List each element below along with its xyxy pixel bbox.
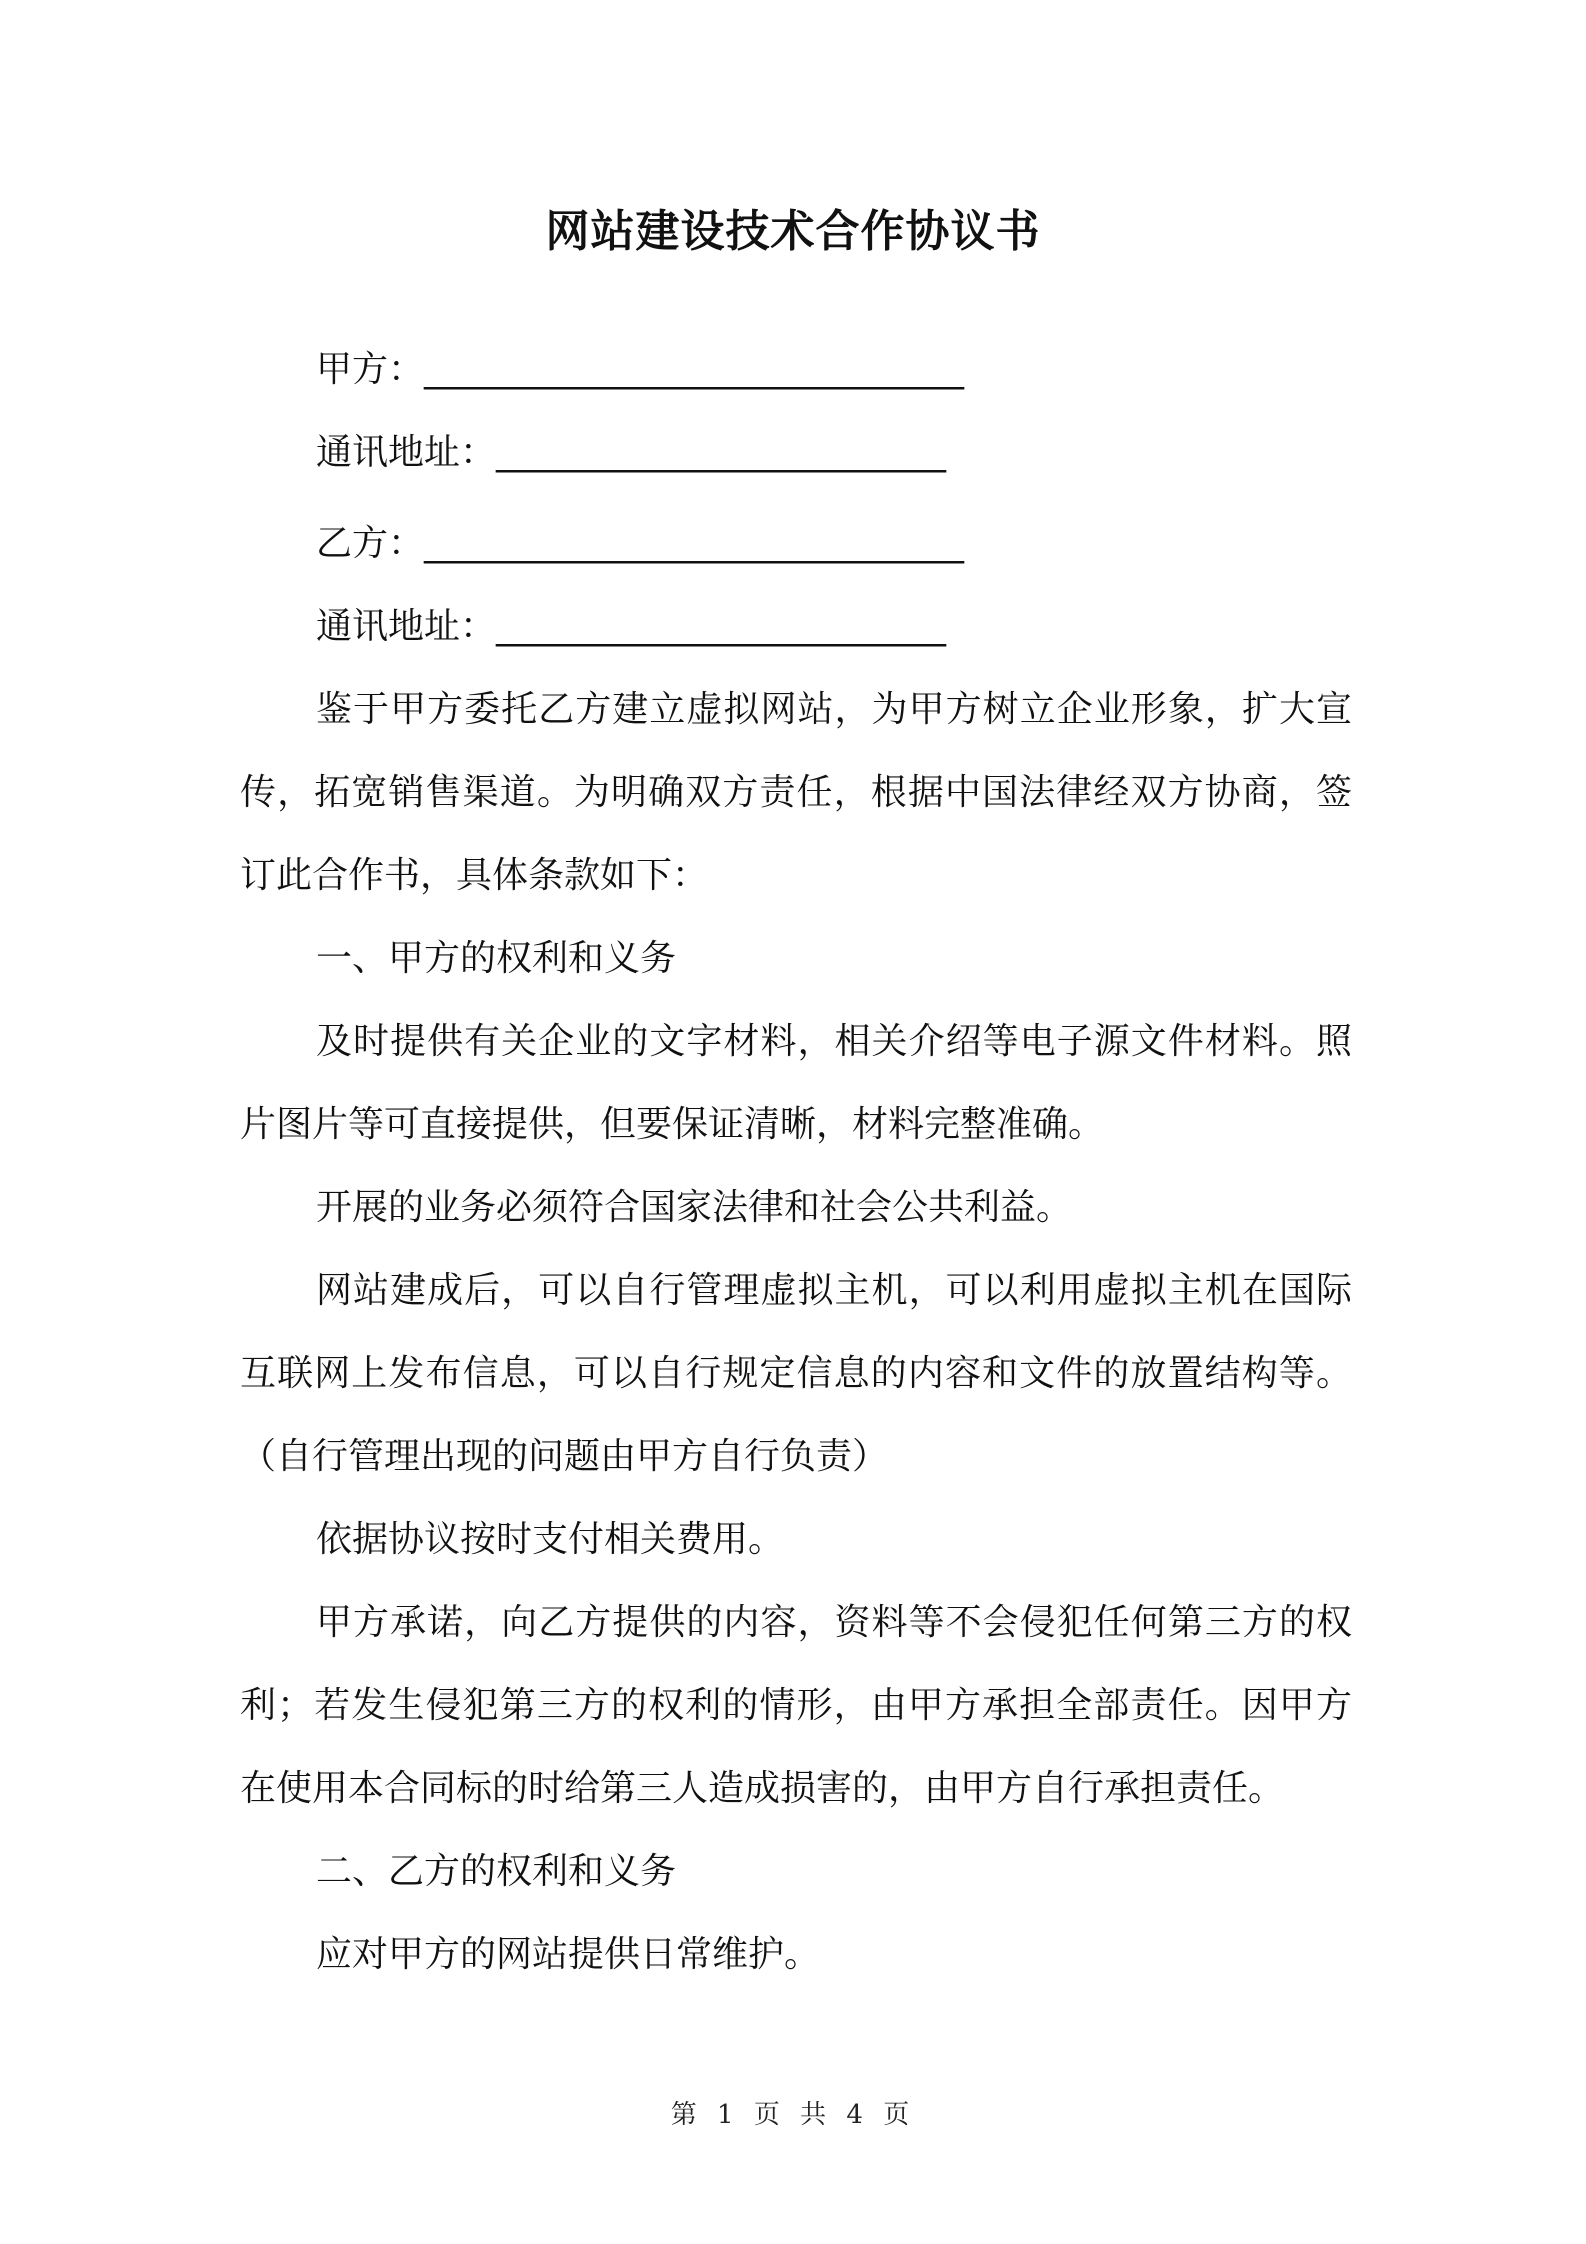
document-title: 网站建设技术合作协议书	[545, 206, 1041, 257]
paragraph-line: 利；若发生侵犯第三方的权利的情形，由甲方承担全部责任。因甲方	[240, 1685, 1352, 1726]
clause-paragraph	[240, 1166, 1352, 1249]
party-b-address-label: 通讯地址：	[316, 606, 497, 647]
paragraph-line: 甲方承诺，向乙方提供的内容，资料等不会侵犯任何第三方的权	[316, 1602, 1352, 1643]
paragraph-line: 网站建成后，可以自行管理虚拟主机，可以利用虚拟主机在国际	[316, 1270, 1352, 1311]
clause-paragraph	[240, 1000, 1352, 1166]
party-b-label: 乙方：	[316, 523, 425, 564]
page-number-footer: 第 1 页 共 4 页	[670, 2100, 916, 2130]
section-heading: 一、甲方的权利和义务	[316, 938, 677, 979]
preamble-paragraph	[240, 668, 1352, 917]
paragraph-line: 订此合作书，具体条款如下：	[240, 855, 709, 896]
paragraph-line: 开展的业务必须符合国家法律和社会公共利益。	[316, 1187, 1073, 1228]
clause-paragraph	[240, 1581, 1352, 1830]
party-b-field	[240, 502, 1352, 585]
clause-paragraph	[240, 1913, 1352, 1996]
clause-paragraph	[240, 1249, 1352, 1498]
party-a-blank: ______________________________	[424, 349, 965, 390]
paragraph-line: 依据协议按时支付相关费用。	[316, 1519, 785, 1560]
paragraph-line: 互联网上发布信息，可以自行规定信息的内容和文件的放置结构等。	[240, 1353, 1352, 1394]
paragraph-line: 应对甲方的网站提供日常维护。	[316, 1934, 821, 1975]
section-heading-party-a	[240, 917, 1352, 1000]
paragraph-line: 在使用本合同标的时给第三人造成损害的，由甲方自行承担责任。	[240, 1768, 1285, 1809]
section-heading-party-b	[240, 1830, 1352, 1913]
party-b-blank: ______________________________	[424, 523, 965, 564]
party-a-address-label: 通讯地址：	[316, 432, 497, 473]
clause-paragraph	[240, 1498, 1352, 1581]
party-b-address-blank: _________________________	[496, 606, 947, 647]
paragraph-line: （自行管理出现的问题由甲方自行负责）	[240, 1436, 889, 1477]
paragraph-line: 鉴于甲方委托乙方建立虚拟网站，为甲方树立企业形象，扩大宣	[316, 689, 1352, 730]
paragraph-line: 及时提供有关企业的文字材料，相关介绍等电子源文件材料。照	[316, 1021, 1352, 1062]
paragraph-line: 片图片等可直接提供，但要保证清晰，材料完整准确。	[240, 1104, 1105, 1145]
paragraph-line: 传，拓宽销售渠道。为明确双方责任，根据中国法律经双方协商，签	[240, 772, 1352, 813]
party-b-address-field	[240, 585, 1352, 668]
party-a-label: 甲方：	[316, 349, 425, 390]
party-a-field	[240, 328, 1352, 411]
section-heading: 二、乙方的权利和义务	[316, 1851, 677, 1892]
party-a-address-field	[240, 411, 1352, 494]
document-body	[240, 328, 1352, 1996]
party-a-address-blank: _________________________	[496, 432, 947, 473]
